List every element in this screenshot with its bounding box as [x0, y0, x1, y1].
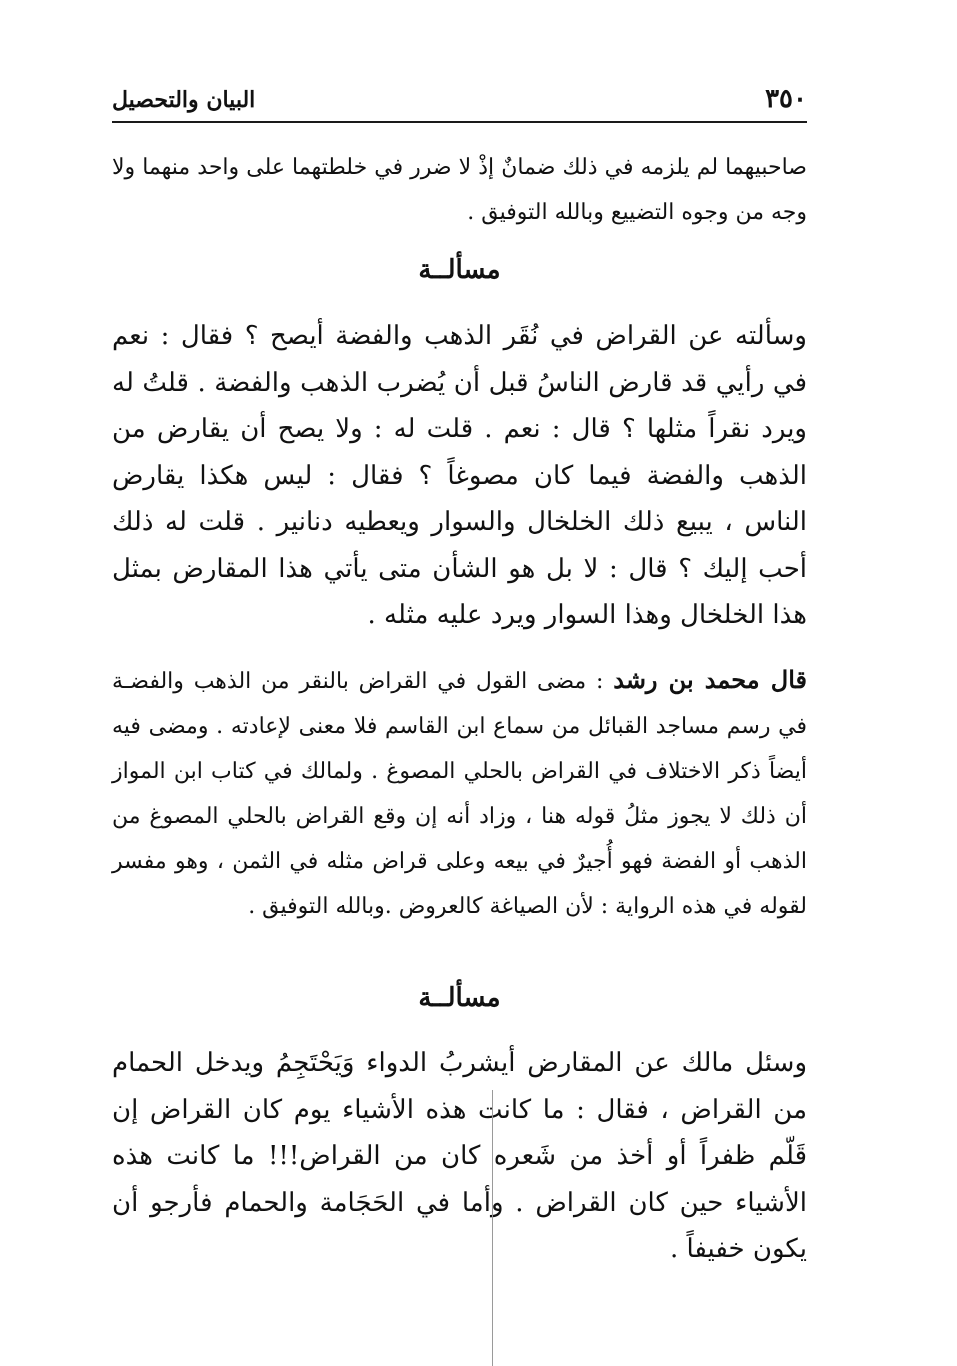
commentary-text: : مضى القول في القراض بالنقر من الذهب والفضـة في رسم مساجد القبائل من سماع ابن القاسم فلا معنى لإعادته . ومضى فيه أيضاً ذكر الاختلاف في القراض بالحلي المصوغ . ولمالك في كتاب ابن المواز أن ذلك لا يجوز مثلُ قوله هنا ، وزاد أنه إن وقع القراض بالحلي المصوغ من الذهب أو الفضة فهو أُجيرٌ في بيعه وعلى قراض مثله في الثمن ، وهو مفسر لقوله في هذه الرواية : لأن الصياغة كالعروض .وبالله التوفيق . [112, 669, 807, 919]
running-title: البيان والتحصيل [112, 87, 256, 113]
commentary-paragraph [112, 657, 807, 929]
question-paragraph-1: وسألته عن القراض في نُقَر الذهب والفضة أيصح ؟ فقال : نعم في رأيي قد قارض الناسُ قبل أن يُضرب الذهب والفضة . قلتُ له ويرد نقراً مثلها ؟ قال : نعم . قلت له : ولا يصح أن يقارض من الذهب والفضة فيما كان مصوغاً ؟ فقال : ليس هكذا يقارض الناس ، يبيع ذلك الخلخال والسوار ويعطيه دنانير . قلت له ذلك أحب إليك ؟ قال : لا بل هو الشأن متى يأتي هذا المقارض بمثل هذا الخلخال وهذا السوار ويرد عليه مثله . [112, 321, 807, 630]
page-header [112, 82, 807, 120]
page-number: ٣٥٠ [765, 84, 807, 114]
scan-crease-line [492, 1090, 493, 1366]
intro-paragraph: صاحبيهما لم يلزمه في ذلك ضمانٌ إذْ لا ضرر في خلطتهما على واحد منهما ولا وجه من وجوه التضييع وبالله التوفيق . [112, 155, 807, 225]
question-paragraph-2: وسئل مالك عن المقارض أيشربُ الدواء وَيَحْتَجِمُ ويدخل الحمام من القراض ، فقال : ما كانت هذه الأشياء يوم كان القراض إن قَلّم ظفراً أو أخذ من شَعره كان من القراض!!! ما كانت هذه الأشياء حين كان القراض . وأما في الحَجَامة والحمام فأرجو أن يكون خفيفاً . [112, 1048, 807, 1264]
section-heading-2: مسألــة [418, 983, 501, 1013]
commentary-speaker: قال محمد بن رشد [613, 665, 808, 694]
section-heading-1: مسألــة [418, 255, 501, 285]
header-rule [112, 121, 807, 123]
